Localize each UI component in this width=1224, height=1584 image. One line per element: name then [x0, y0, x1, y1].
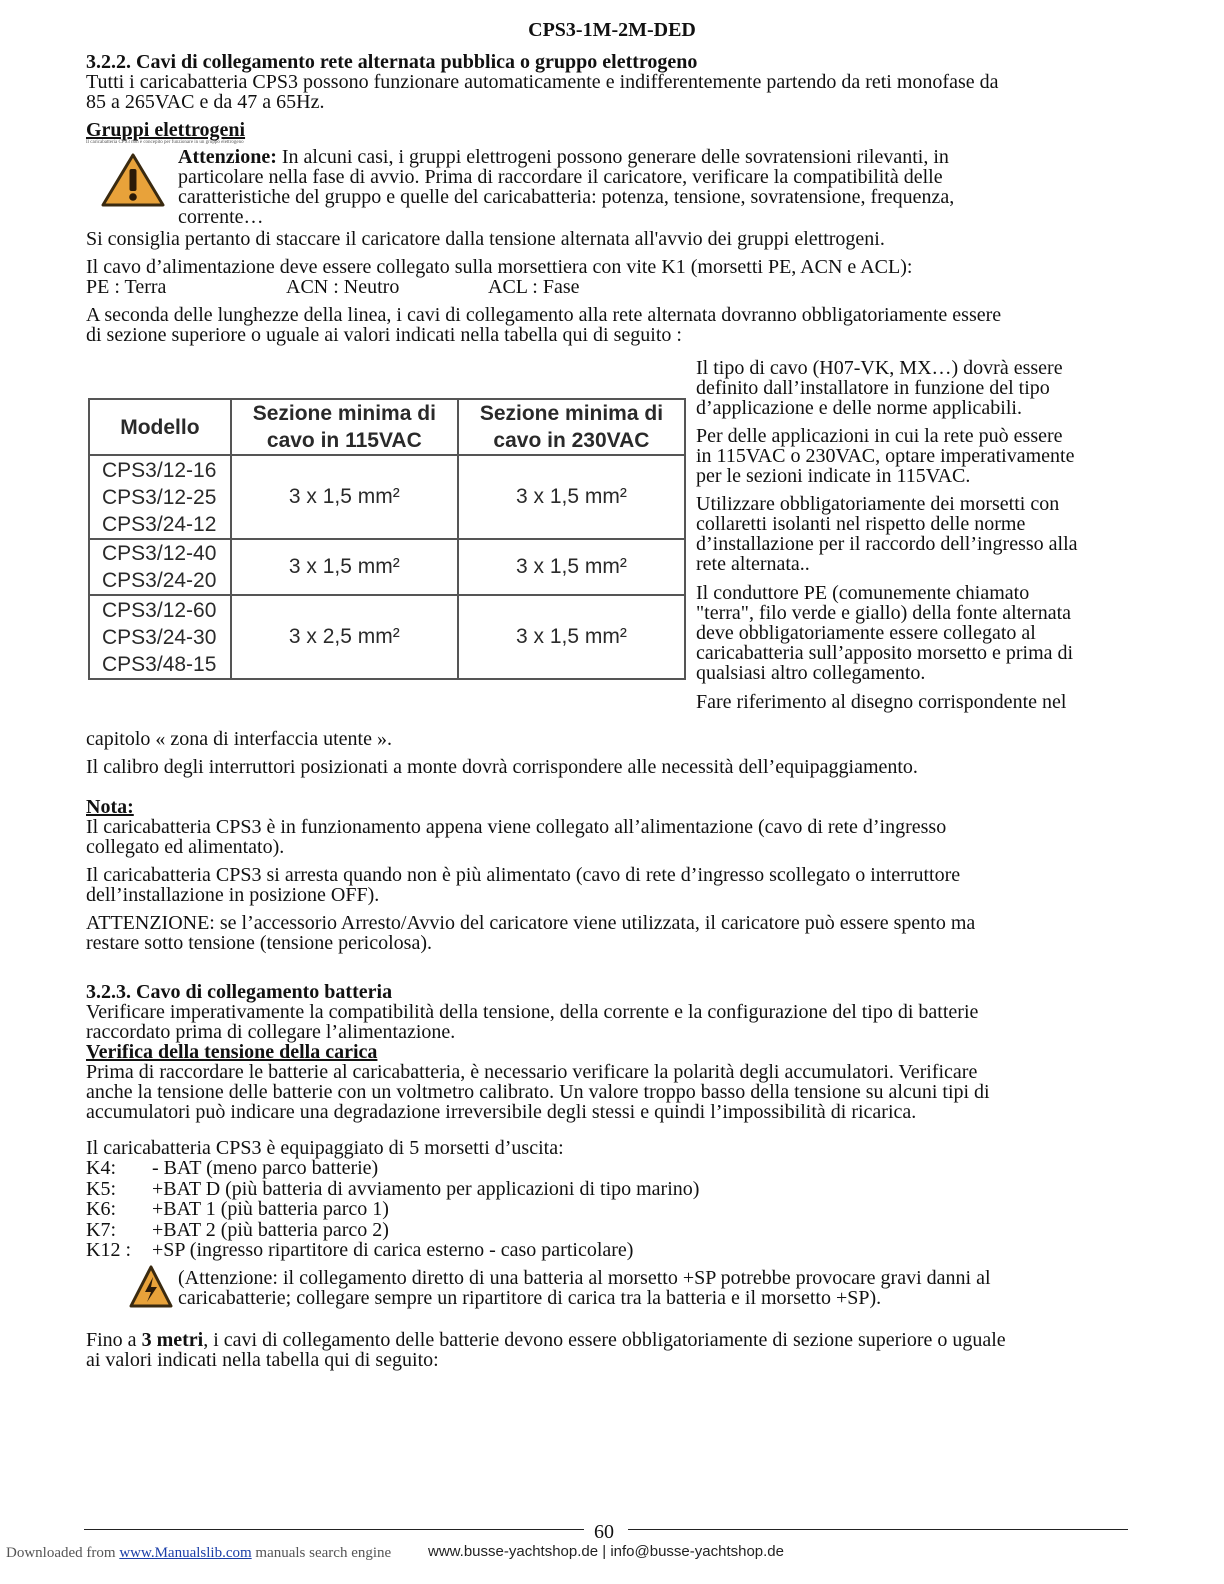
note-1-line-2: collegato ed alimentato). — [86, 836, 285, 858]
note-2-line-1: Il caricabatteria CPS3 si arresta quando non è più alimentato (cavo di rete d’ingresso scollegato o interruttore — [86, 864, 961, 886]
note-3-line-2: restare sotto tensione (tensione pericolosa). — [86, 932, 432, 954]
fino-line-2: ai valori indicati nella tabella qui di seguito: — [86, 1349, 439, 1371]
side-paragraph-2: Per delle applicazioni in cui la rete può essere in 115VAC o 230VAC, optare imperativamente per le sezioni indicate in 115VAC. — [696, 425, 1075, 487]
note-3-line-1: ATTENZIONE: se l’accessorio Arresto/Avvio del caricatore viene utilizzata, il caricatore può essere spento ma — [86, 912, 976, 934]
intro-line-2: 85 a 265VAC e da 47 a 65Hz. — [86, 91, 325, 113]
fino-bold: 3 metri — [141, 1329, 204, 1351]
warning-text-3: caratteristiche del gruppo e quelle del caricabatteria: potenza, tensione, sovratensione, frequenza, — [178, 186, 955, 208]
header-115: Sezione minima di cavo in 115VAC — [231, 399, 458, 455]
note-2-line-2: dell’installazione in posizione OFF). — [86, 884, 380, 906]
electric-hazard-icon — [128, 1264, 174, 1310]
warning-text-1: In alcuni casi, i gruppi elettrogeni possono generare delle sovratensioni rilevanti, in — [276, 146, 949, 168]
sp-warning-1: (Attenzione: il collegamento diretto di una batteria al morsetto +SP potrebbe provocare gravi danni al — [178, 1267, 991, 1289]
warning-label: Attenzione: — [178, 146, 277, 168]
page-number: 60 — [594, 1521, 614, 1543]
section-230-cell: 3 x 1,5 mm² — [458, 595, 685, 679]
model-cell: CPS3/12-60 CPS3/24-30 CPS3/48-15 — [89, 595, 231, 679]
generators-title: Gruppi elettrogeni — [86, 119, 246, 141]
model-cell: CPS3/12-16 CPS3/12-25 CPS3/24-12 — [89, 455, 231, 539]
battery-text-2: raccordato prima di collegare l’alimentazione. — [86, 1021, 456, 1043]
length-text-2: di sezione superiore o uguale ai valori indicati nella tabella qui di seguito : — [86, 324, 682, 346]
section-heading-322: 3.2.2. Cavi di collegamento rete alternata pubblica o gruppo elettrogeno — [86, 51, 698, 73]
manualslib-link[interactable]: www.Manualslib.com — [119, 1545, 252, 1561]
advice-text: Si consiglia pertanto di staccare il caricatore dalla tensione alternata all'avvio dei gruppi elettrogeni. — [86, 228, 885, 250]
table-row — [89, 455, 685, 539]
acn-label: ACN : Neutro — [286, 276, 400, 298]
page-title: CPS3-1M-2M-DED — [528, 19, 696, 41]
shop-contact[interactable]: www.busse-yachtshop.de | info@busse-yachtshop.de — [428, 1543, 784, 1560]
header-230: Sezione minima di cavo in 230VAC — [458, 399, 685, 455]
section-heading-323: 3.2.3. Cavo di collegamento batteria — [86, 981, 393, 1003]
table-row — [89, 539, 685, 595]
warning-icon — [100, 152, 166, 208]
table-row — [89, 595, 685, 679]
fino-pre: Fino a — [86, 1329, 142, 1351]
side-paragraph-4: Il conduttore PE (comunemente chiamato "terra", filo verde e giallo) della fonte alternata deve obbligatoriamente essere collegato al caricabatteria sull’apposito morsetto e prima di qualsiasi altro collegamento. — [696, 582, 1074, 684]
section-115-cell: 3 x 1,5 mm² — [231, 539, 458, 595]
footer-rule-right — [628, 1529, 1128, 1530]
verify-text-3: accumulatori può indicare una degradazione irreversibile degli stessi e quindi l’impossibilità di ricarica. — [86, 1101, 917, 1123]
breaker-text: Il calibro degli interruttori posizionati a monte dovrà corrispondere alle necessità dell’equipaggiamento. — [86, 756, 918, 778]
download-credit: Downloaded from www.Manualslib.com manuals search engine — [6, 1545, 392, 1561]
section-115-cell: 3 x 2,5 mm² — [231, 595, 458, 679]
model-cell: CPS3/12-40 CPS3/24-20 — [89, 539, 231, 595]
section-230-cell: 3 x 1,5 mm² — [458, 455, 685, 539]
intro-line-1: Tutti i caricabatteria CPS3 possono funzionare automaticamente e indifferentemente partendo da reti monofase da — [86, 71, 999, 93]
cable-text: Il cavo d’alimentazione deve essere collegato sulla morsettiera con vite K1 (morsetti PE, ACN e ACL): — [86, 256, 913, 278]
generators-tiny-note: Il caricabatteria CPS3 non è concepito per funzionare in un gruppo elettrogeno — [86, 140, 244, 145]
warning-text-2: particolare nella fase di avvio. Prima di raccordare il caricatore, verificare la compatibilità delle — [178, 166, 943, 188]
terminals-intro: Il caricabatteria CPS3 è equipaggiato di 5 morsetti d’uscita: — [86, 1137, 564, 1159]
sp-warning-2: caricabatterie; collegare sempre un ripartitore di carica tra la batteria e il morsetto +SP). — [178, 1287, 882, 1309]
verify-text-1: Prima di raccordare le batterie al caricabatteria, è necessario verificare la polarità degli accumulatori. Verificare — [86, 1061, 978, 1083]
side-paragraph-1: Il tipo di cavo (H07-VK, MX…) dovrà essere definito dall’installatore in funzione del tipo d’applicazione e delle norme applicabili. — [696, 357, 1063, 419]
note-title: Nota: — [86, 796, 134, 818]
side-paragraph-3: Utilizzare obbligatoriamente dei morsetti con collaretti isolanti nel rispetto delle norme d’installazione per il raccordo dell’ingresso alla rete alternata.. — [696, 493, 1078, 575]
pe-label: PE : Terra — [86, 276, 167, 298]
side-paragraph-5: Fare riferimento al disegno corrispondente nel — [696, 691, 1067, 713]
warning-text-4: corrente… — [178, 206, 264, 228]
footer-rule-left — [84, 1529, 584, 1530]
note-1-line-1: Il caricabatteria CPS3 è in funzionamento appena viene collegato all’alimentazione (cavo di rete d’ingresso — [86, 816, 947, 838]
length-text-1: A seconda delle lunghezze della linea, i cavi di collegamento alla rete alternata dovranno obbligatoriamente essere — [86, 304, 1002, 326]
header-model: Modello — [89, 399, 231, 455]
battery-text-1: Verificare imperativamente la compatibilità della tensione, della corrente e la configurazione del tipo di batterie — [86, 1001, 979, 1023]
verify-title: Verifica della tensione della carica — [86, 1041, 378, 1063]
acl-label: ACL : Fase — [488, 276, 580, 298]
fino-post: , i cavi di collegamento delle batterie devono essere obbligatoriamente di sezione superiore o uguale — [203, 1329, 1006, 1351]
chapter-ref: capitolo « zona di interfaccia utente ». — [86, 728, 392, 750]
section-115-cell: 3 x 1,5 mm² — [231, 455, 458, 539]
table-header-row — [89, 399, 685, 455]
verify-text-2: anche la tensione delle batterie con un voltmetro calibrato. Un valore troppo basso della tensione su alcuni tipi di — [86, 1081, 990, 1103]
section-230-cell: 3 x 1,5 mm² — [458, 539, 685, 595]
cable-section-table — [88, 398, 686, 680]
